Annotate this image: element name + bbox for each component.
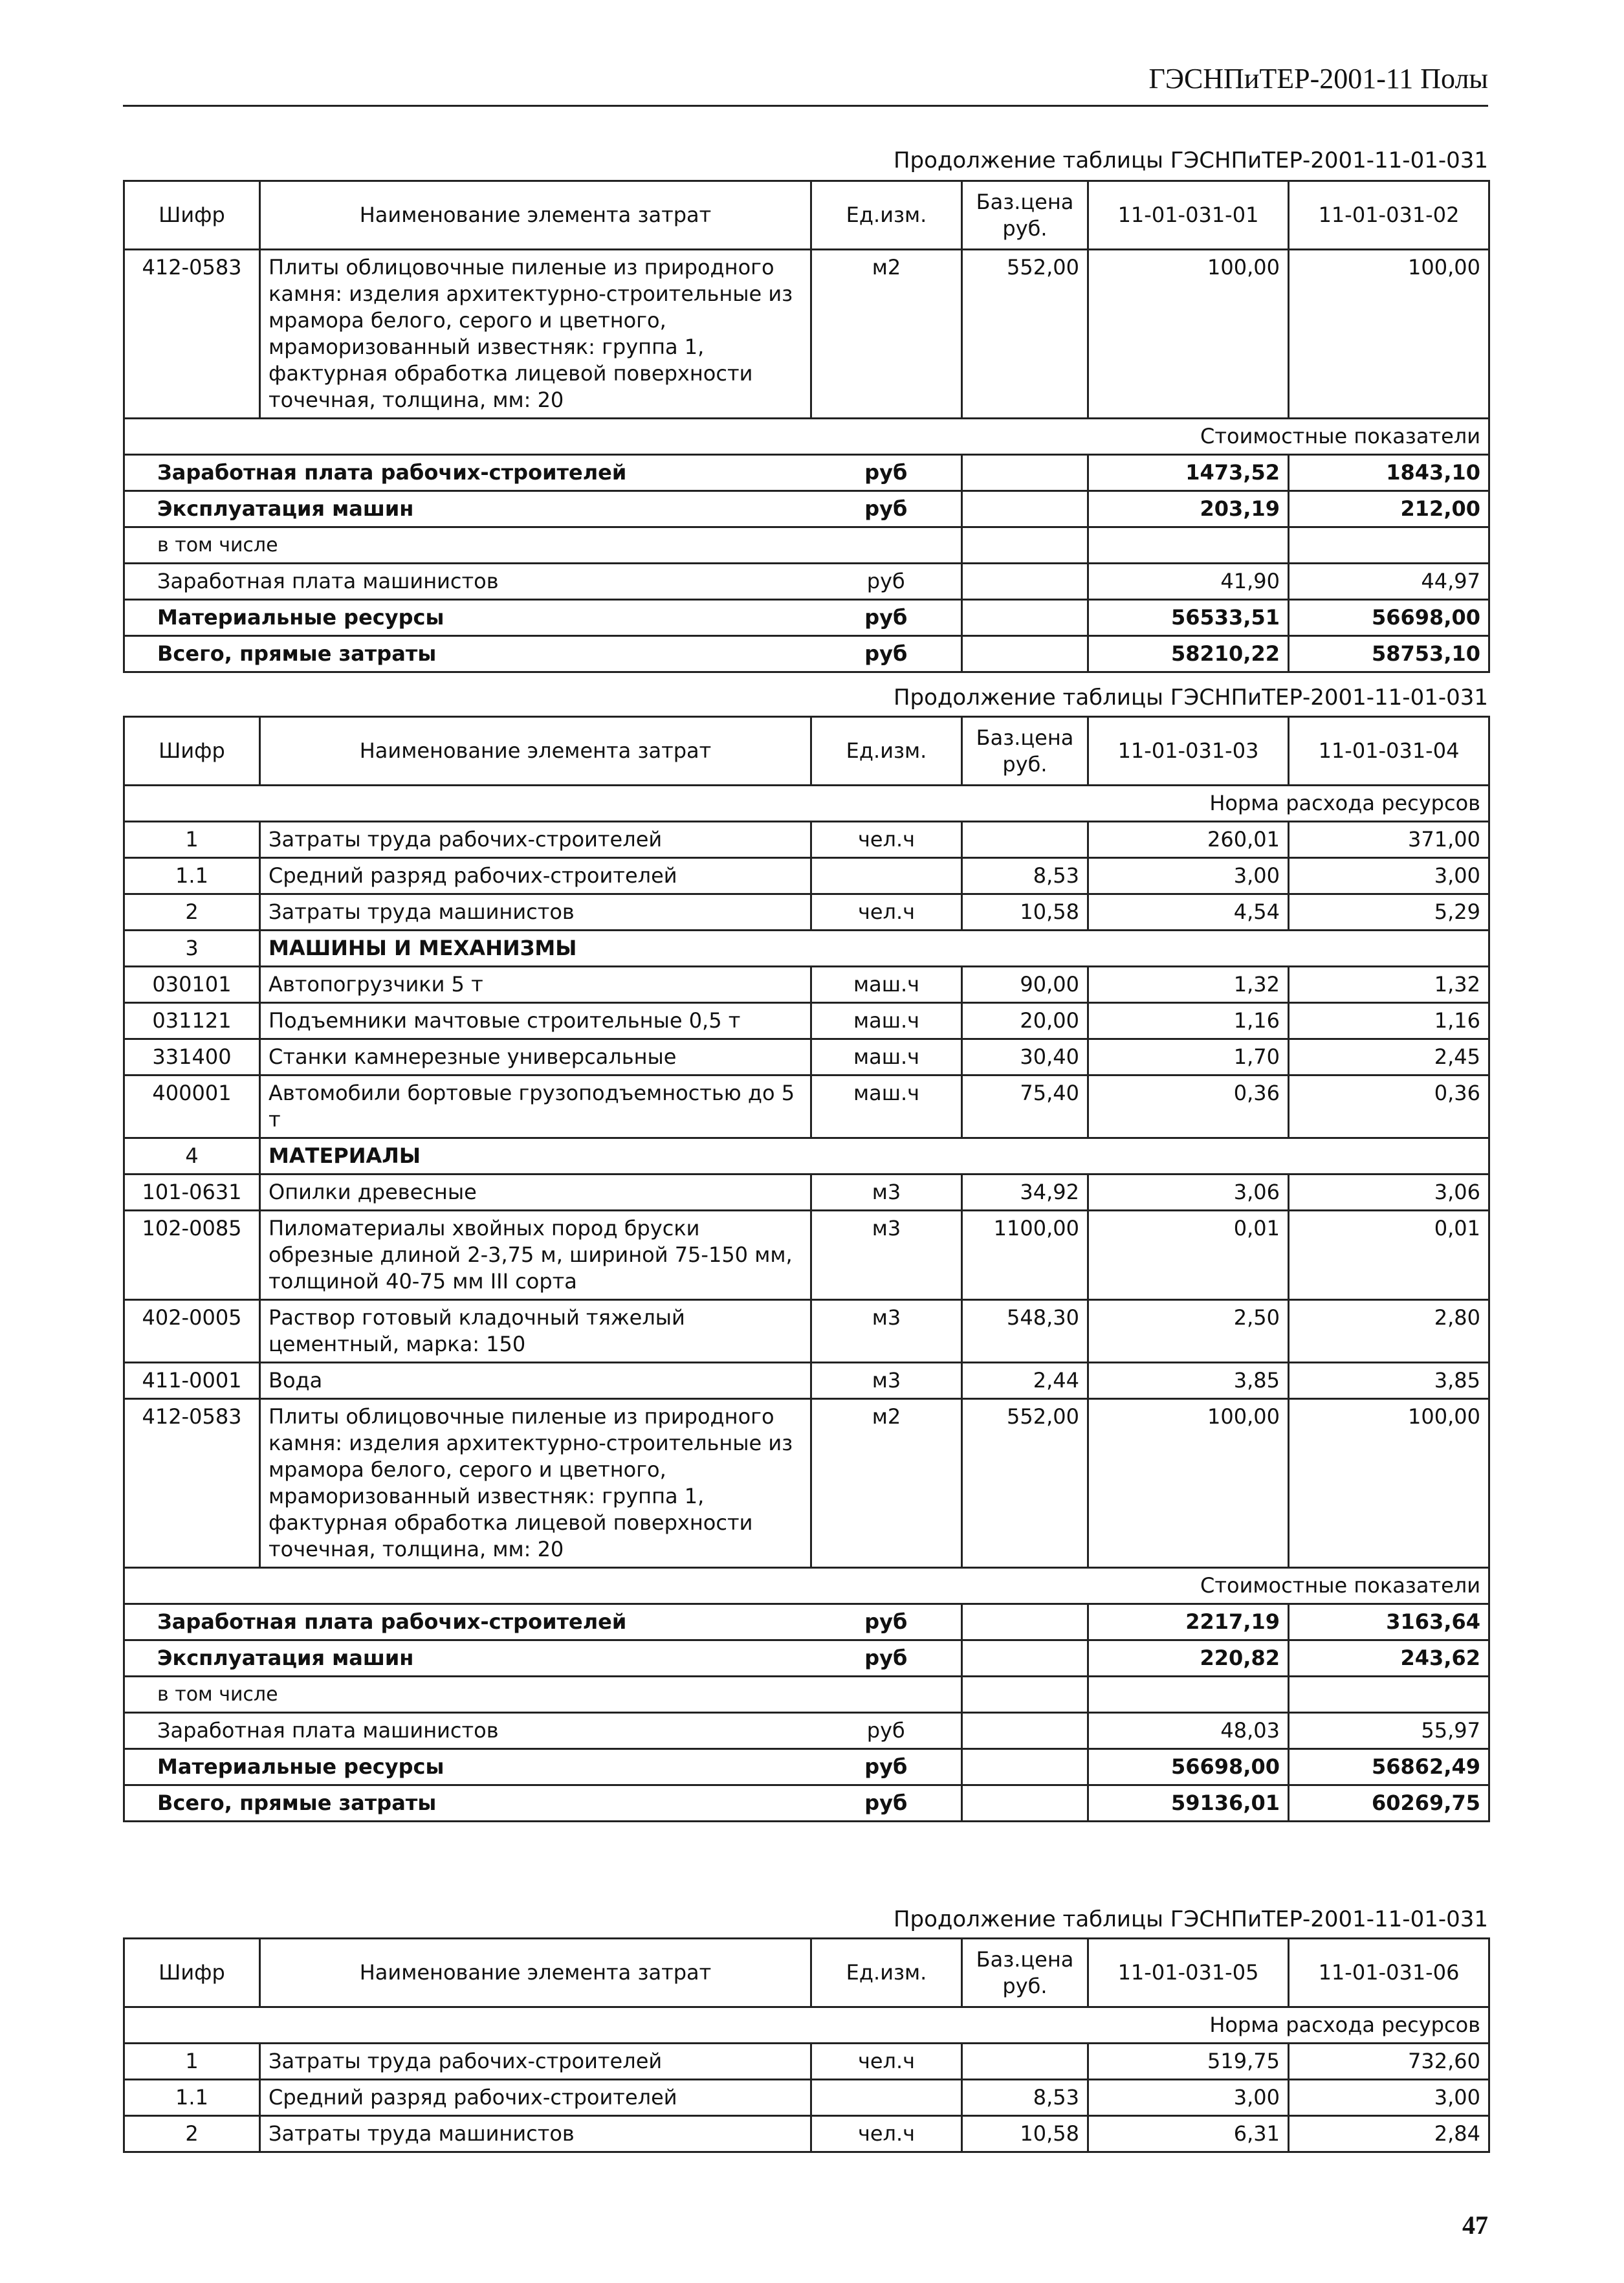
row-value-a: 0,01 [1088,1211,1289,1300]
row-price: 30,40 [962,1039,1088,1075]
row-value-b: 3,85 [1289,1363,1489,1399]
cost-label: Заработная плата рабочих-строителей [124,1604,811,1640]
table-row [124,250,1489,419]
cost-value-a: 220,82 [1088,1640,1289,1677]
col-header-price: Баз.цена руб. [962,181,1088,250]
cost-value-b: 243,62 [1289,1640,1489,1677]
row-code: 412-0583 [124,250,260,419]
table-row [124,1003,1489,1039]
row-value-b: 3,06 [1289,1175,1489,1211]
cost-value-a: 1473,52 [1088,455,1289,491]
row-name: Подъемники мачтовые строительные 0,5 т [260,1003,811,1039]
table-row [124,1075,1489,1138]
cost-unit: руб [811,1713,962,1749]
row-unit: м3 [811,1300,962,1363]
norm-table-2 [123,716,1490,1822]
cost-value-b [1289,527,1489,564]
row-unit [811,2080,962,2116]
cost-row [124,1640,1489,1677]
row-unit: чел.ч [811,822,962,858]
cost-label: Заработная плата машинистов [124,564,811,600]
row-code: 101-0631 [124,1175,260,1211]
col-header-price: Баз.цена руб. [962,1939,1088,2007]
col-header-unit: Ед.изм. [811,181,962,250]
row-value-b: 100,00 [1289,1399,1489,1568]
row-unit: чел.ч [811,2044,962,2080]
row-value-a: 519,75 [1088,2044,1289,2080]
cost-label: Материальные ресурсы [124,600,811,636]
cost-value-a: 56533,51 [1088,600,1289,636]
cost-price-empty [962,1713,1088,1749]
norm-subheader: Норма расхода ресурсов [124,786,1489,822]
cost-unit: руб [811,491,962,527]
row-code: 411-0001 [124,1363,260,1399]
row-code: 2 [124,894,260,931]
row-unit: маш.ч [811,1039,962,1075]
table-row [124,1300,1489,1363]
page-number: 47 [1462,2211,1488,2240]
cost-unit: руб [811,1749,962,1785]
col-header-code: Шифр [124,717,260,786]
row-code: 3 [124,931,260,967]
row-value-a: 100,00 [1088,250,1289,419]
row-unit: м2 [811,1399,962,1568]
row-price: 10,58 [962,2116,1088,2152]
row-unit: чел.ч [811,894,962,931]
col-header-variant-b: 11-01-031-02 [1289,181,1489,250]
row-value-a: 100,00 [1088,1399,1289,1568]
cost-value-b: 56698,00 [1289,600,1489,636]
row-price: 2,44 [962,1363,1088,1399]
cost-subheader: Стоимостные показатели [124,1568,1489,1604]
row-name: Затраты труда рабочих-строителей [260,822,811,858]
cost-row [124,527,1489,564]
cost-value-a: 58210,22 [1088,636,1289,672]
row-code: 400001 [124,1075,260,1138]
cost-row [124,1749,1489,1785]
norm-subheader: Норма расхода ресурсов [124,2007,1489,2044]
cost-value-a: 59136,01 [1088,1785,1289,1822]
cost-label: Заработная плата рабочих-строителей [124,455,811,491]
cost-unit: руб [811,1604,962,1640]
cost-unit: руб [811,600,962,636]
cost-unit: руб [811,1640,962,1677]
row-price: 34,92 [962,1175,1088,1211]
table-row [124,1211,1489,1300]
cost-price-empty [962,1677,1088,1713]
row-name: Автопогрузчики 5 т [260,967,811,1003]
col-header-code: Шифр [124,181,260,250]
col-header-variant-a: 11-01-031-05 [1088,1939,1289,2007]
cost-unit [811,527,962,564]
row-code: 1.1 [124,2080,260,2116]
cost-label: Эксплуатация машин [124,1640,811,1677]
col-header-variant-a: 11-01-031-03 [1088,717,1289,786]
norm-table-3 [123,1937,1490,2153]
cost-row [124,1677,1489,1713]
cost-row [124,1604,1489,1640]
cost-unit [811,1677,962,1713]
cost-value-a: 48,03 [1088,1713,1289,1749]
cost-value-b: 3163,64 [1289,1604,1489,1640]
row-value-b: 0,01 [1289,1211,1489,1300]
cost-unit: руб [811,564,962,600]
row-unit: маш.ч [811,1003,962,1039]
cost-value-b: 58753,10 [1289,636,1489,672]
cost-price-empty [962,455,1088,491]
row-name: Затраты труда машинистов [260,2116,811,2152]
row-value-a: 260,01 [1088,822,1289,858]
row-value-b: 100,00 [1289,250,1489,419]
row-code: 331400 [124,1039,260,1075]
cost-value-a: 2217,19 [1088,1604,1289,1640]
cost-value-b: 1843,10 [1289,455,1489,491]
section-row [124,1138,1489,1175]
row-code: 4 [124,1138,260,1175]
row-price: 20,00 [962,1003,1088,1039]
col-header-name: Наименование элемента затрат [260,181,811,250]
cost-label: Всего, прямые затраты [124,636,811,672]
col-header-unit: Ед.изм. [811,1939,962,2007]
section-title: МАТЕРИАЛЫ [260,1138,1489,1175]
table-row [124,1363,1489,1399]
row-unit: м3 [811,1175,962,1211]
row-value-a: 3,00 [1088,2080,1289,2116]
cost-row [124,491,1489,527]
row-value-a: 2,50 [1088,1300,1289,1363]
col-header-variant-b: 11-01-031-06 [1289,1939,1489,2007]
row-price [962,822,1088,858]
row-code: 1 [124,822,260,858]
cost-price-empty [962,491,1088,527]
cost-value-b: 212,00 [1289,491,1489,527]
row-name: Затраты труда машинистов [260,894,811,931]
row-unit: чел.ч [811,2116,962,2152]
row-price: 552,00 [962,250,1088,419]
row-name: Затраты труда рабочих-строителей [260,2044,811,2080]
cost-price-empty [962,527,1088,564]
table-3-caption: Продолжение таблицы ГЭСНПиТЕР-2001-11-01-031 [893,1906,1488,1932]
row-code: 2 [124,2116,260,2152]
table-row [124,1039,1489,1075]
row-price [962,2044,1088,2080]
row-value-a: 6,31 [1088,2116,1289,2152]
row-code: 412-0583 [124,1399,260,1568]
header-rule [123,105,1488,107]
cost-label: Заработная плата машинистов [124,1713,811,1749]
row-name: Раствор готовый кладочный тяжелый цементный, марка: 150 [260,1300,811,1363]
cost-label: Всего, прямые затраты [124,1785,811,1822]
row-price: 548,30 [962,1300,1088,1363]
cost-value-b: 55,97 [1289,1713,1489,1749]
row-unit: м3 [811,1363,962,1399]
row-unit: маш.ч [811,1075,962,1138]
row-value-b: 1,32 [1289,967,1489,1003]
row-value-a: 3,00 [1088,858,1289,894]
table-row [124,2116,1489,2152]
section-row [124,931,1489,967]
cost-row [124,636,1489,672]
cost-price-empty [962,1785,1088,1822]
row-code: 102-0085 [124,1211,260,1300]
cost-price-empty [962,564,1088,600]
norm-subheader-row [124,2007,1489,2044]
row-value-b: 2,80 [1289,1300,1489,1363]
col-header-variant-b: 11-01-031-04 [1289,717,1489,786]
table-2-caption: Продолжение таблицы ГЭСНПиТЕР-2001-11-01-031 [893,685,1488,711]
row-value-a: 1,32 [1088,967,1289,1003]
cost-value-b: 56862,49 [1289,1749,1489,1785]
cost-row [124,564,1489,600]
cost-price-empty [962,1604,1088,1640]
row-value-b: 371,00 [1289,822,1489,858]
row-unit: м2 [811,250,962,419]
cost-unit: руб [811,636,962,672]
cost-row [124,1785,1489,1822]
row-value-b: 732,60 [1289,2044,1489,2080]
cost-value-b: 44,97 [1289,564,1489,600]
row-name: Станки камнерезные универсальные [260,1039,811,1075]
row-value-b: 2,84 [1289,2116,1489,2152]
row-code: 402-0005 [124,1300,260,1363]
cost-value-b: 60269,75 [1289,1785,1489,1822]
row-name: Плиты облицовочные пиленые из природного камня: изделия архитектурно-строительные из мрамора белого, серого и цветного, мраморизованный известняк: группа 1, фактурная обработка лицевой поверхности точечная, толщина, мм: 20 [260,1399,811,1568]
table-1-caption: Продолжение таблицы ГЭСНПиТЕР-2001-11-01-031 [893,148,1488,173]
cost-row [124,1713,1489,1749]
row-name: Плиты облицовочные пиленые из природного камня: изделия архитектурно-строительные из мрамора белого, серого и цветного, мраморизованный известняк: группа 1, фактурная обработка лицевой поверхности точечная, толщина, мм: 20 [260,250,811,419]
cost-value-a: 56698,00 [1088,1749,1289,1785]
row-unit: маш.ч [811,967,962,1003]
cost-subheader-row [124,1568,1489,1604]
row-name: Опилки древесные [260,1175,811,1211]
cost-subheader: Стоимостные показатели [124,419,1489,455]
row-value-a: 4,54 [1088,894,1289,931]
cost-row [124,455,1489,491]
cost-label: Материальные ресурсы [124,1749,811,1785]
cost-label: Эксплуатация машин [124,491,811,527]
row-price: 8,53 [962,858,1088,894]
col-header-code: Шифр [124,1939,260,2007]
row-value-b: 5,29 [1289,894,1489,931]
norm-subheader-row [124,786,1489,822]
row-code: 1.1 [124,858,260,894]
cost-price-empty [962,600,1088,636]
cost-value-b [1289,1677,1489,1713]
row-value-b: 3,00 [1289,2080,1489,2116]
table-row [124,858,1489,894]
row-value-b: 1,16 [1289,1003,1489,1039]
row-name: Вода [260,1363,811,1399]
cost-value-a [1088,1677,1289,1713]
row-price: 1100,00 [962,1211,1088,1300]
row-price: 552,00 [962,1399,1088,1568]
table-row [124,1175,1489,1211]
row-unit: м3 [811,1211,962,1300]
row-unit [811,858,962,894]
row-name: Средний разряд рабочих-строителей [260,2080,811,2116]
row-price: 10,58 [962,894,1088,931]
cost-label: в том числе [124,1677,811,1713]
cost-subheader-row [124,419,1489,455]
row-code: 031121 [124,1003,260,1039]
cost-value-a: 203,19 [1088,491,1289,527]
norm-table-1 [123,180,1490,673]
table-row [124,2080,1489,2116]
table-row [124,967,1489,1003]
row-value-a: 1,70 [1088,1039,1289,1075]
row-value-a: 3,06 [1088,1175,1289,1211]
row-name: Средний разряд рабочих-строителей [260,858,811,894]
cost-value-a: 41,90 [1088,564,1289,600]
cost-unit: руб [811,1785,962,1822]
page-header: ГЭСНПиТЕР-2001-11 Полы [1148,63,1488,94]
row-code: 1 [124,2044,260,2080]
table-row [124,822,1489,858]
section-title: МАШИНЫ И МЕХАНИЗМЫ [260,931,1489,967]
col-header-price: Баз.цена руб. [962,717,1088,786]
row-value-a: 0,36 [1088,1075,1289,1138]
col-header-unit: Ед.изм. [811,717,962,786]
col-header-variant-a: 11-01-031-01 [1088,181,1289,250]
row-price: 90,00 [962,967,1088,1003]
row-price: 75,40 [962,1075,1088,1138]
cost-price-empty [962,1749,1088,1785]
col-header-name: Наименование элемента затрат [260,717,811,786]
row-code: 030101 [124,967,260,1003]
row-value-b: 3,00 [1289,858,1489,894]
cost-row [124,600,1489,636]
row-value-a: 3,85 [1088,1363,1289,1399]
cost-price-empty [962,636,1088,672]
row-value-b: 2,45 [1289,1039,1489,1075]
row-value-b: 0,36 [1289,1075,1489,1138]
row-price: 8,53 [962,2080,1088,2116]
cost-unit: руб [811,455,962,491]
row-name: Автомобили бортовые грузоподъемностью до 5 т [260,1075,811,1138]
table-row [124,894,1489,931]
cost-value-a [1088,527,1289,564]
row-value-a: 1,16 [1088,1003,1289,1039]
cost-price-empty [962,1640,1088,1677]
cost-label: в том числе [124,527,811,564]
table-row [124,1399,1489,1568]
col-header-name: Наименование элемента затрат [260,1939,811,2007]
table-row [124,2044,1489,2080]
row-name: Пиломатериалы хвойных пород бруски обрезные длиной 2-3,75 м, шириной 75-150 мм, толщиной 40-75 мм III сорта [260,1211,811,1300]
